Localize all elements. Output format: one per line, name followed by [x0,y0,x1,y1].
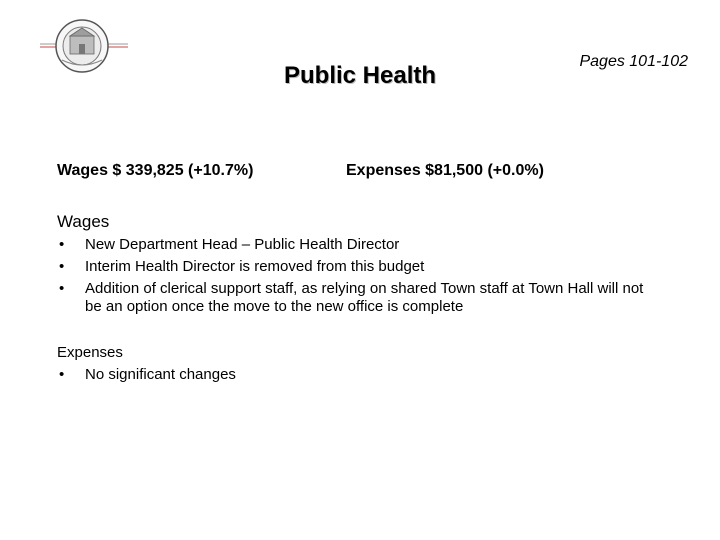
expenses-heading: Expenses [57,344,123,361]
expenses-total: Expenses $81,500 (+0.0%) [346,162,544,179]
page-reference: Pages 101-102 [579,53,688,70]
list-item: • Interim Health Director is removed from this budget [57,258,647,276]
wages-total: Wages $ 339,825 (+10.7%) [57,162,254,179]
list-item: • Addition of clerical support staff, as relying on shared Town staff at Town Hall will not be an option once the move to the new office is complete [57,280,647,316]
expenses-list [57,366,647,388]
wages-list [57,236,647,320]
wages-heading: Wages [57,212,110,231]
list-item: • No significant changes [57,366,647,384]
slide-title: Public Health [283,62,437,89]
list-item: • New Department Head – Public Health Director [57,236,647,254]
